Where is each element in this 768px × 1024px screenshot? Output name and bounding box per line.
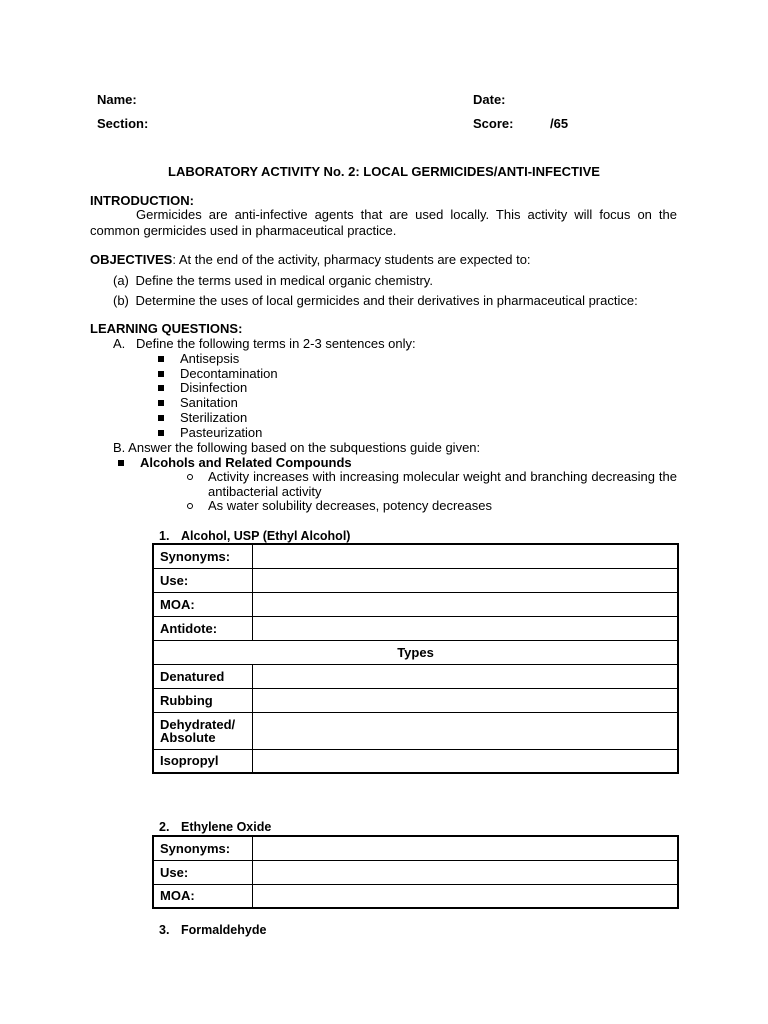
date-label: Date: <box>473 92 506 107</box>
row-label: MOA: <box>153 884 253 908</box>
group-heading: Alcohols and Related Compounds <box>140 455 352 470</box>
answer-cell[interactable] <box>253 592 679 616</box>
item3-number: 3. <box>159 923 170 937</box>
circle-bullet-icon <box>187 498 193 513</box>
item1-number: 1. <box>159 529 170 543</box>
term-label: Antisepsis <box>180 351 240 366</box>
note-text: As water solubility decreases, potency decreases <box>208 498 492 513</box>
document-title: LABORATORY ACTIVITY No. 2: LOCAL GERMICIDES/ANTI-INFECTIVE <box>168 164 600 179</box>
objective-text: Define the terms used in medical organic chemistry. <box>135 273 433 288</box>
square-bullet-icon <box>158 371 164 377</box>
type-label: Isopropyl <box>153 749 253 773</box>
term-item <box>158 395 238 410</box>
answer-cell[interactable] <box>253 664 679 688</box>
part-a-marker: A. <box>113 336 126 351</box>
objective-marker: (a) <box>113 273 129 288</box>
row-label: Synonyms: <box>153 836 253 860</box>
answer-cell[interactable] <box>253 568 679 592</box>
square-bullet-icon <box>158 385 164 391</box>
answer-cell[interactable] <box>253 712 679 749</box>
answer-cell[interactable] <box>253 836 679 860</box>
introduction-heading: INTRODUCTION: <box>90 193 194 208</box>
learning-questions-heading: LEARNING QUESTIONS: <box>90 321 243 336</box>
objective-item <box>113 273 433 288</box>
item1-title: Alcohol, USP (Ethyl Alcohol) <box>181 529 351 543</box>
score-label: Score: <box>473 116 514 131</box>
part-b-text: B. Answer the following based on the subquestions guide given: <box>113 440 481 455</box>
square-bullet-icon <box>158 400 164 406</box>
term-label: Disinfection <box>180 380 248 395</box>
term-item <box>158 425 262 440</box>
objectives-line <box>90 252 531 267</box>
alcohol-table <box>152 543 679 774</box>
term-item <box>158 410 247 425</box>
square-bullet-icon <box>158 415 164 421</box>
note-text: Activity increases with increasing molecular weight and branching decreasing the antibacterial activity <box>208 469 677 499</box>
type-label: Rubbing <box>153 688 253 712</box>
row-label: Antidote: <box>153 616 253 640</box>
group-heading-item <box>118 455 352 470</box>
objective-text: Determine the uses of local germicides and their derivatives in pharmaceutical practice: <box>135 293 638 308</box>
answer-cell[interactable] <box>253 860 679 884</box>
circle-bullet-icon <box>187 469 193 484</box>
name-label: Name: <box>97 92 137 107</box>
term-label: Pasteurization <box>180 425 263 440</box>
section-label: Section: <box>97 116 149 131</box>
item2-title: Ethylene Oxide <box>181 820 272 834</box>
term-item <box>158 366 278 381</box>
answer-cell[interactable] <box>253 544 679 568</box>
ethylene-oxide-table <box>152 835 679 909</box>
row-label: Use: <box>153 568 253 592</box>
part-a-text: Define the following terms in 2-3 sentences only: <box>136 336 416 351</box>
objective-marker: (b) <box>113 293 129 308</box>
square-bullet-icon <box>118 460 124 466</box>
row-label: Synonyms: <box>153 544 253 568</box>
score-total: /65 <box>550 116 569 131</box>
square-bullet-icon <box>158 430 164 436</box>
types-header: Types <box>153 640 678 664</box>
answer-cell[interactable] <box>253 616 679 640</box>
term-label: Sanitation <box>180 395 238 410</box>
item3-title: Formaldehyde <box>181 923 267 937</box>
square-bullet-icon <box>158 356 164 362</box>
term-item <box>158 351 239 366</box>
introduction-text: Germicides are anti-infective agents that are used locally. This activity will focus on the common germicides used in pharmaceutical practice. <box>90 207 677 238</box>
answer-cell[interactable] <box>253 884 679 908</box>
row-label: Use: <box>153 860 253 884</box>
term-item <box>158 380 247 395</box>
answer-cell[interactable] <box>253 749 679 773</box>
objective-item <box>113 293 638 308</box>
row-label: MOA: <box>153 592 253 616</box>
item2-number: 2. <box>159 820 170 834</box>
type-label: Denatured <box>153 664 253 688</box>
term-label: Decontamination <box>180 366 278 381</box>
term-label: Sterilization <box>180 410 248 425</box>
objectives-intro: : At the end of the activity, pharmacy students are expected to: <box>172 252 531 267</box>
answer-cell[interactable] <box>253 688 679 712</box>
objectives-heading: OBJECTIVES <box>90 252 173 267</box>
type-label: Dehydrated/ Absolute <box>153 712 253 749</box>
